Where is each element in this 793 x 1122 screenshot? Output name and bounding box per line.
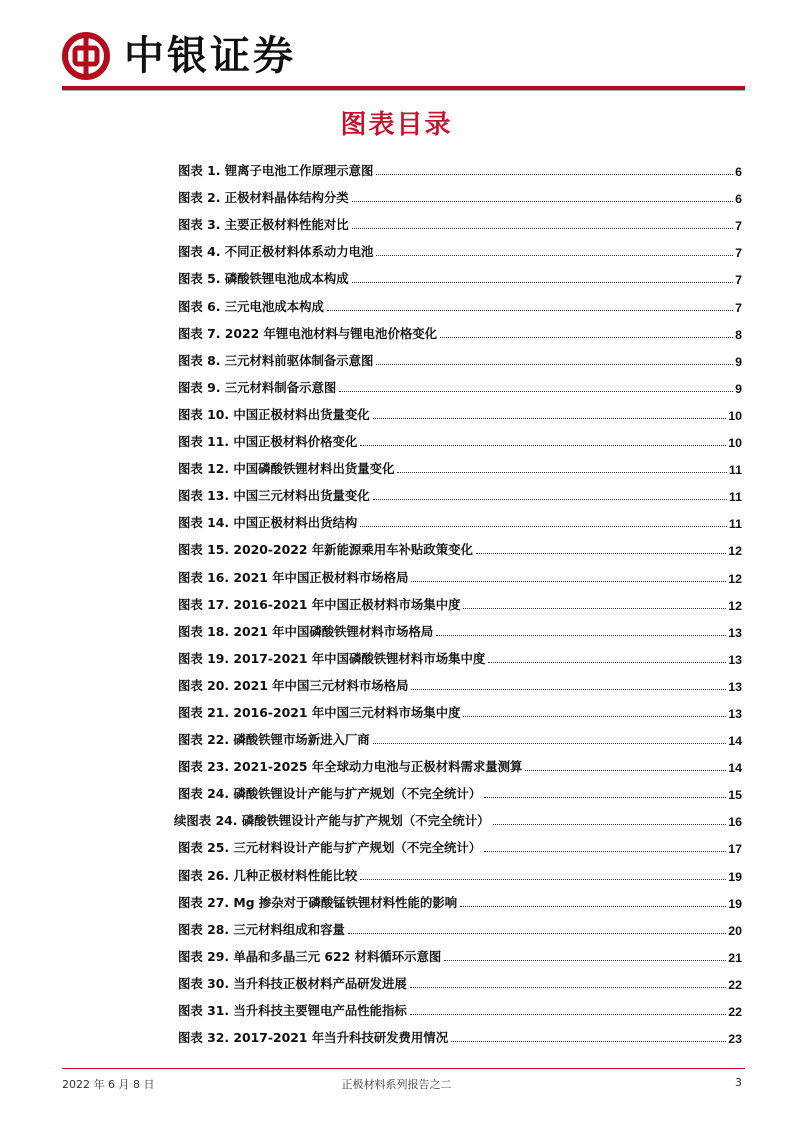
toc-leader-dots xyxy=(352,201,733,202)
toc-entry-label: 图表 29. 单晶和多晶三元 622 材料循环示意图 xyxy=(178,948,442,964)
footer-divider xyxy=(62,1068,745,1069)
toc-entry[interactable] xyxy=(178,504,742,531)
toc-entry-page: 10 xyxy=(728,436,742,451)
toc-entry-label: 图表 20. 2021 年中国三元材料市场格局 xyxy=(178,677,409,693)
toc-leader-dots xyxy=(444,960,726,961)
toc-entry-page: 22 xyxy=(728,1005,742,1019)
toc-leader-dots xyxy=(440,337,733,338)
toc-entry-label: 图表 19. 2017-2021 年中国磷酸铁锂材料市场集中度 xyxy=(178,650,486,666)
toc-entry-label: 图表 5. 磷酸铁锂电池成本构成 xyxy=(178,271,349,287)
toc-entry[interactable] xyxy=(178,233,742,260)
toc-entry-page: 17 xyxy=(728,842,742,857)
toc-entry-label: 图表 28. 三元材料组成和容量 xyxy=(178,921,345,937)
table-of-figures xyxy=(174,152,742,1047)
toc-entry-label: 图表 4. 不同正极材料体系动力电池 xyxy=(178,244,374,260)
toc-entry-label: 图表 15. 2020-2022 年新能源乘用车补贴政策变化 xyxy=(178,542,473,558)
toc-leader-dots xyxy=(463,716,726,717)
toc-entry[interactable] xyxy=(178,938,742,965)
toc-entry-page: 11 xyxy=(728,463,742,478)
toc-entry-page: 21 xyxy=(728,950,742,965)
toc-leader-dots xyxy=(360,526,727,527)
footer-report-title: 正极材料系列报告之二 xyxy=(341,1078,452,1091)
toc-leader-dots xyxy=(451,1041,726,1042)
toc-entry[interactable] xyxy=(178,965,742,992)
toc-entry-label: 图表 7. 2022 年锂电池材料与锂电池价格变化 xyxy=(178,325,438,341)
toc-leader-dots xyxy=(460,906,726,907)
toc-entry-page: 7 xyxy=(735,246,742,261)
toc-entry-label: 图表 10. 中国正极材料出货量变化 xyxy=(178,406,370,422)
toc-leader-dots xyxy=(327,310,733,311)
toc-entry-page: 19 xyxy=(728,896,742,911)
toc-leader-dots xyxy=(436,635,726,636)
toc-entry-label: 图表 31. 当升科技主要锂电产品性能指标 xyxy=(178,1003,407,1018)
page-title: 图表目录 xyxy=(340,110,453,140)
toc-entry[interactable] xyxy=(178,640,742,667)
toc-entry-label: 图表 25. 三元材料设计产能与扩产规划（不完全统计） xyxy=(178,840,482,856)
toc-entry[interactable] xyxy=(178,911,742,938)
toc-entry-page: 9 xyxy=(735,381,742,396)
toc-leader-dots xyxy=(373,499,727,500)
toc-entry-page: 12 xyxy=(728,571,742,586)
toc-entry[interactable] xyxy=(178,260,742,287)
toc-leader-dots xyxy=(352,282,733,283)
bank-of-china-logo-icon xyxy=(62,32,110,80)
toc-leader-dots xyxy=(410,987,726,988)
toc-entry[interactable] xyxy=(178,152,742,179)
toc-leader-dots xyxy=(411,581,726,582)
toc-leader-dots xyxy=(376,364,733,365)
toc-entry[interactable] xyxy=(178,423,742,450)
toc-entry-label: 续图表 24. 磷酸铁锂设计产能与扩产规划（不完全统计） xyxy=(174,813,490,829)
toc-entry-label: 图表 18. 2021 年中国磷酸铁锂材料市场格局 xyxy=(178,623,434,639)
toc-entry[interactable] xyxy=(178,856,742,883)
footer-page-number: 3 xyxy=(735,1076,742,1089)
toc-entry-label: 图表 8. 三元材料前驱体制备示意图 xyxy=(178,352,374,368)
toc-entry-page: 9 xyxy=(735,354,742,369)
toc-leader-dots xyxy=(339,391,733,392)
toc-leader-dots xyxy=(360,879,726,880)
toc-entry[interactable] xyxy=(178,721,742,748)
toc-leader-dots xyxy=(484,851,726,852)
toc-entry-label: 图表 11. 中国正极材料价格变化 xyxy=(178,434,358,450)
toc-entry-label: 图表 1. 锂离子电池工作原理示意图 xyxy=(178,163,374,179)
toc-leader-dots xyxy=(493,824,727,825)
toc-entry-page: 13 xyxy=(728,652,742,667)
toc-entry-page: 16 xyxy=(728,815,742,830)
toc-entry[interactable] xyxy=(178,450,742,477)
toc-leader-dots xyxy=(488,662,726,663)
toc-entry-page: 6 xyxy=(735,192,742,207)
toc-entry[interactable] xyxy=(178,884,742,911)
toc-entry-page: 22 xyxy=(728,977,742,992)
toc-entry[interactable] xyxy=(178,586,742,613)
toc-entry[interactable] xyxy=(174,802,742,829)
toc-leader-dots xyxy=(525,770,726,771)
toc-entry-page: 12 xyxy=(728,544,742,559)
toc-entry[interactable] xyxy=(178,206,742,233)
toc-leader-dots xyxy=(376,174,733,175)
toc-leader-dots xyxy=(373,743,727,744)
toc-leader-dots xyxy=(348,933,726,934)
toc-entry-label: 图表 17. 2016-2021 年中国正极材料市场集中度 xyxy=(178,596,461,612)
toc-leader-dots xyxy=(397,472,726,473)
toc-leader-dots xyxy=(484,797,726,798)
toc-leader-dots xyxy=(373,418,727,419)
toc-entry[interactable] xyxy=(178,613,742,640)
toc-entry-page: 6 xyxy=(735,165,742,180)
toc-entry-page: 12 xyxy=(728,598,742,613)
toc-entry-page: 11 xyxy=(728,490,742,505)
toc-entry-label: 图表 24. 磷酸铁锂设计产能与扩产规划（不完全统计） xyxy=(178,786,482,802)
toc-entry[interactable] xyxy=(178,667,742,694)
toc-entry-label: 图表 9. 三元材料制备示意图 xyxy=(178,379,337,395)
toc-leader-dots xyxy=(352,228,733,229)
toc-entry-page: 13 xyxy=(728,706,742,721)
toc-entry[interactable] xyxy=(178,369,742,396)
toc-entry-page: 11 xyxy=(728,517,742,532)
toc-leader-dots xyxy=(463,608,726,609)
toc-entry-label: 图表 13. 中国三元材料出货量变化 xyxy=(178,488,370,504)
toc-entry-label: 图表 3. 主要正极材料性能对比 xyxy=(178,217,349,233)
toc-leader-dots xyxy=(411,689,726,690)
toc-entry[interactable] xyxy=(178,531,742,558)
header xyxy=(62,28,762,88)
toc-entry-label: 图表 26. 几种正极材料性能比较 xyxy=(178,867,358,883)
toc-entry[interactable] xyxy=(178,342,742,369)
toc-entry-page: 13 xyxy=(728,625,742,640)
toc-entry-label: 图表 22. 磷酸铁锂市场新进入厂商 xyxy=(178,732,370,748)
brand-name: 中银证券 xyxy=(124,32,296,79)
toc-entry-label: 图表 16. 2021 年中国正极材料市场格局 xyxy=(178,569,409,585)
toc-entry[interactable] xyxy=(178,1019,742,1046)
toc-entry-page: 20 xyxy=(728,923,742,938)
toc-entry-page: 14 xyxy=(728,734,742,749)
toc-entry-label: 图表 14. 中国正极材料出货结构 xyxy=(178,515,358,531)
toc-entry-page: 15 xyxy=(728,788,742,803)
toc-entry-page: 23 xyxy=(728,1032,742,1047)
toc-entry-page: 13 xyxy=(728,679,742,694)
toc-leader-dots xyxy=(476,553,726,554)
toc-entry[interactable] xyxy=(178,829,742,856)
toc-entry-page: 7 xyxy=(735,300,742,315)
toc-entry-page: 10 xyxy=(728,408,742,423)
footer-date: 2022 年 6 月 8 日 xyxy=(62,1078,155,1091)
toc-entry-page: 7 xyxy=(735,219,742,234)
toc-entry[interactable] xyxy=(178,179,742,206)
toc-entry-label: 图表 21. 2016-2021 年中国三元材料市场集中度 xyxy=(178,704,461,720)
toc-entry-page: 7 xyxy=(735,273,742,288)
toc-entry[interactable] xyxy=(178,748,742,775)
toc-entry-label: 图表 12. 中国磷酸铁锂材料出货量变化 xyxy=(178,461,395,477)
toc-entry[interactable] xyxy=(178,775,742,802)
toc-entry[interactable] xyxy=(178,396,742,423)
toc-entry-label: 图表 27. Mg 掺杂对于磷酸锰铁锂材料性能的影响 xyxy=(178,894,458,910)
toc-entry[interactable] xyxy=(178,558,742,585)
toc-entry[interactable] xyxy=(178,287,742,314)
toc-entry-page: 14 xyxy=(728,761,742,776)
toc-entry-label: 图表 32. 2017-2021 年当升科技研发费用情况 xyxy=(178,1030,449,1046)
toc-entry-label: 图表 6. 三元电池成本构成 xyxy=(178,298,324,314)
toc-entry-label: 图表 23. 2021-2025 年全球动力电池与正极材料需求量测算 xyxy=(178,759,523,775)
toc-leader-dots xyxy=(360,445,726,446)
toc-entry[interactable] xyxy=(178,315,742,342)
header-divider-thin xyxy=(62,90,745,91)
toc-entry[interactable] xyxy=(178,477,742,504)
toc-entry[interactable] xyxy=(178,992,742,1019)
toc-entry[interactable] xyxy=(178,694,742,721)
toc-entry-page: 8 xyxy=(735,327,742,342)
toc-leader-dots xyxy=(410,1014,726,1015)
toc-entry-page: 19 xyxy=(728,869,742,884)
toc-entry-label: 图表 30. 当升科技正极材料产品研发进展 xyxy=(178,975,407,991)
toc-leader-dots xyxy=(376,255,733,256)
toc-entry-label: 图表 2. 正极材料晶体结构分类 xyxy=(178,190,349,206)
